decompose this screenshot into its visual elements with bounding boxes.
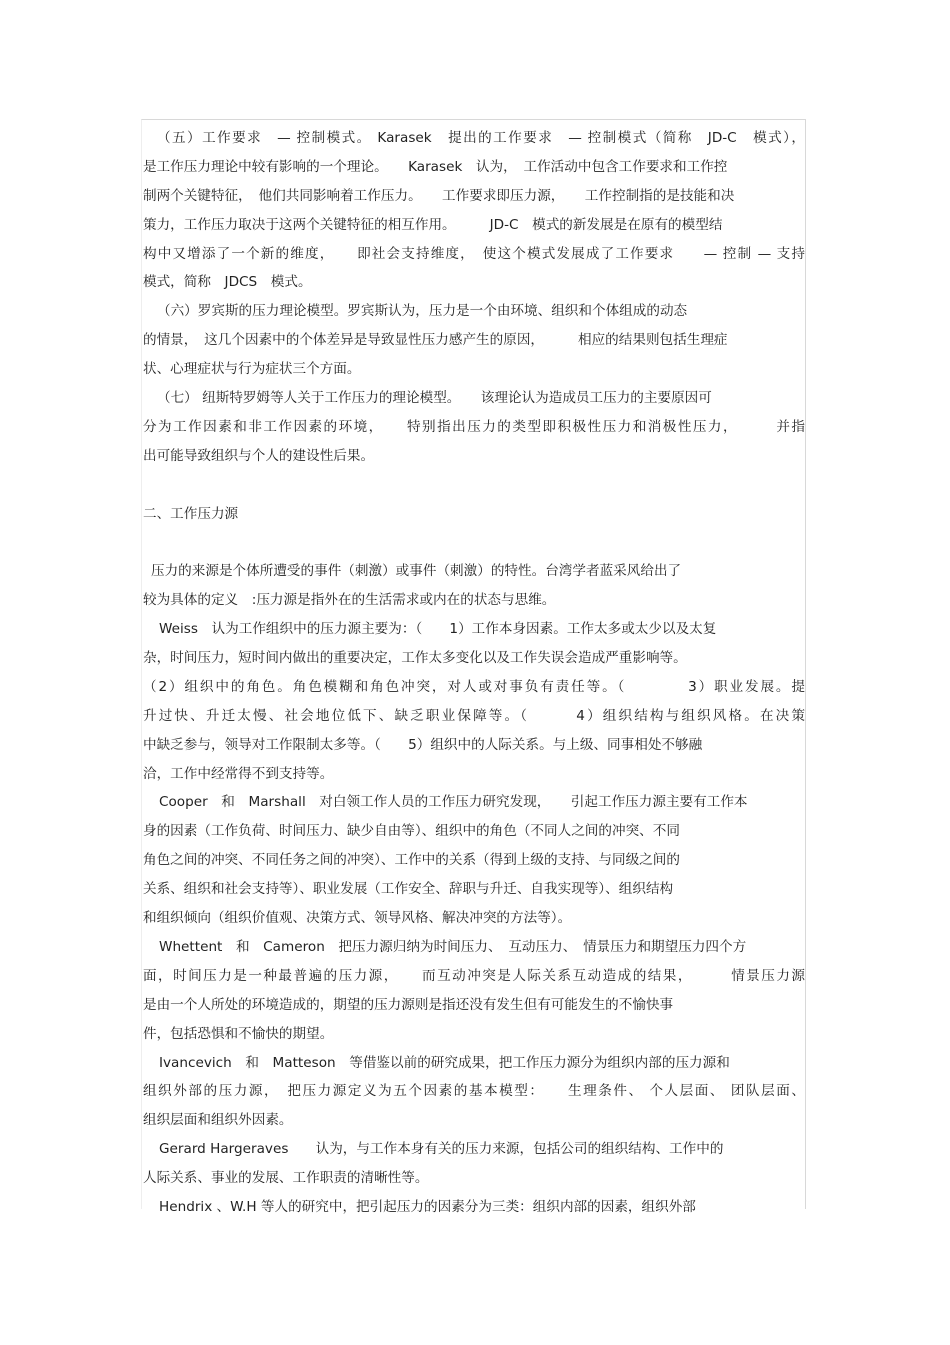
text-line: （六）罗宾斯的压力理论模型。罗宾斯认为，压力是一个由环境、组织和个体组成的动态	[157, 303, 688, 320]
text-line: 升过快、升迁太慢、社会地位低下、缺乏职业保障等。（ 4）组织结构与组织风格。在决策	[143, 707, 805, 724]
text-line: 件，包括恐惧和不愉快的期望。	[143, 1025, 334, 1042]
text-line: 是由一个人所处的环境造成的，期望的压力源则是指还没有发生但有可能发生的不愉快事	[143, 996, 674, 1013]
text-line: 状、心理症状与行为症状三个方面。	[143, 361, 361, 378]
text-line: Weiss 认为工作组织中的压力源主要为：（ 1）工作本身因素。工作太多或太少以及太复	[159, 621, 717, 638]
text-line: Whettent 和 Cameron 把压力源归纳为时间压力、 互动压力、 情景压力和期望压力四个方	[159, 938, 747, 955]
blank-line	[143, 471, 805, 500]
text-line: 分为工作因素和非工作因素的环境， 特别指出压力的类型即积极性压力和消极性压力， 并指	[143, 418, 805, 435]
text-line: 制两个关键特征， 他们共同影响着工作压力。 工作要求即压力源， 工作控制指的是技能和决	[143, 187, 735, 204]
blank-line	[143, 528, 805, 557]
section-heading: 二、工作压力源	[143, 505, 239, 522]
text-line: 是工作压力理论中较有影响的一个理论。 Karasek 认为， 工作活动中包含工作要求和工作控	[143, 158, 728, 175]
text-line: 角色之间的冲突、不同任务之间的冲突）、工作中的关系（得到上级的支持、与同级之间的	[143, 852, 680, 869]
text-line: 洽，工作中经常得不到支持等。	[143, 765, 334, 782]
text-line: 压力的来源是个体所遭受的事件（刺激）或事件（刺激）的特性。台湾学者蓝采风给出了	[151, 563, 682, 580]
text-line: 组织外部的压力源， 把压力源定义为五个因素的基本模型： 生理条件、 个人层面、 团队层面、	[143, 1083, 805, 1100]
text-line: 构中又增添了一个新的维度， 即社会支持维度， 使这个模式发展成了工作要求 — 控制 — 支持	[143, 245, 805, 262]
text-line: 出可能导致组织与个人的建设性后果。	[143, 447, 375, 464]
text-line: 面，时间压力是一种最普遍的压力源， 而互动冲突是人际关系互动造成的结果， 情景压力源	[143, 967, 805, 984]
text-line: 的情景， 这几个因素中的个体差异是导致显性压力感产生的原因， 相应的结果则包括生理症	[143, 332, 728, 349]
text-line: （七） 纽斯特罗姆等人关于工作压力的理论模型。 该理论认为造成员工压力的主要原因可	[157, 390, 712, 407]
text-line: （2）组织中的角色。角色模糊和角色冲突，对人或对事负有责任等。（ 3）职业发展。提	[143, 678, 805, 695]
text-line: 人际关系、事业的发展、工作职责的清晰性等。	[143, 1170, 429, 1187]
text-line: 组织层面和组织外因素。	[143, 1112, 293, 1129]
text-line: 杂，时间压力，短时间内做出的重要决定，工作太多变化以及工作失误会造成严重影响等。	[143, 650, 687, 667]
document-body	[143, 124, 805, 1222]
text-line: 较为具体的定义 :压力源是指外在的生活需求或内在的状态与思维。	[143, 592, 556, 609]
text-line: 身的因素（工作负荷、时间压力、缺少自由等）、组织中的角色（不同人之间的冲突、不同	[143, 823, 680, 840]
text-line: 模式，简称 JDCS 模式。	[143, 274, 312, 291]
text-line: 策力，工作压力取决于这两个关键特征的相互作用。 JD-C 模式的新发展是在原有的模型结	[143, 216, 723, 233]
text-line: Gerard Hargeraves 认为，与工作本身有关的压力来源，包括公司的组织结构、工作中的	[159, 1141, 724, 1158]
text-line: 和组织倾向（组织价值观、决策方式、领导风格、解决冲突的方法等）。	[143, 910, 572, 927]
text-line: 关系、组织和社会支持等）、职业发展（工作安全、辞职与升迁、自我实现等）、组织结构	[143, 881, 674, 898]
text-line: （五）工作要求 — 控制模式。 Karasek 提出的工作要求 — 控制模式（简称 JD-C 模式），	[157, 130, 805, 146]
text-line: Hendrix 、W.H 等人的研究中，把引起压力的因素分为三类：组织内部的因素，组织外部	[159, 1198, 696, 1215]
text-line: Cooper 和 Marshall 对白领工作人员的工作压力研究发现， 引起工作压力源主要有工作本	[159, 794, 748, 811]
text-line: Ivancevich 和 Matteson 等借鉴以前的研究成果，把工作压力源分为组织内部的压力源和	[159, 1054, 730, 1071]
text-line: 中缺乏参与，领导对工作限制太多等。（ 5）组织中的人际关系。与上级、同事相处不够融	[143, 736, 703, 753]
